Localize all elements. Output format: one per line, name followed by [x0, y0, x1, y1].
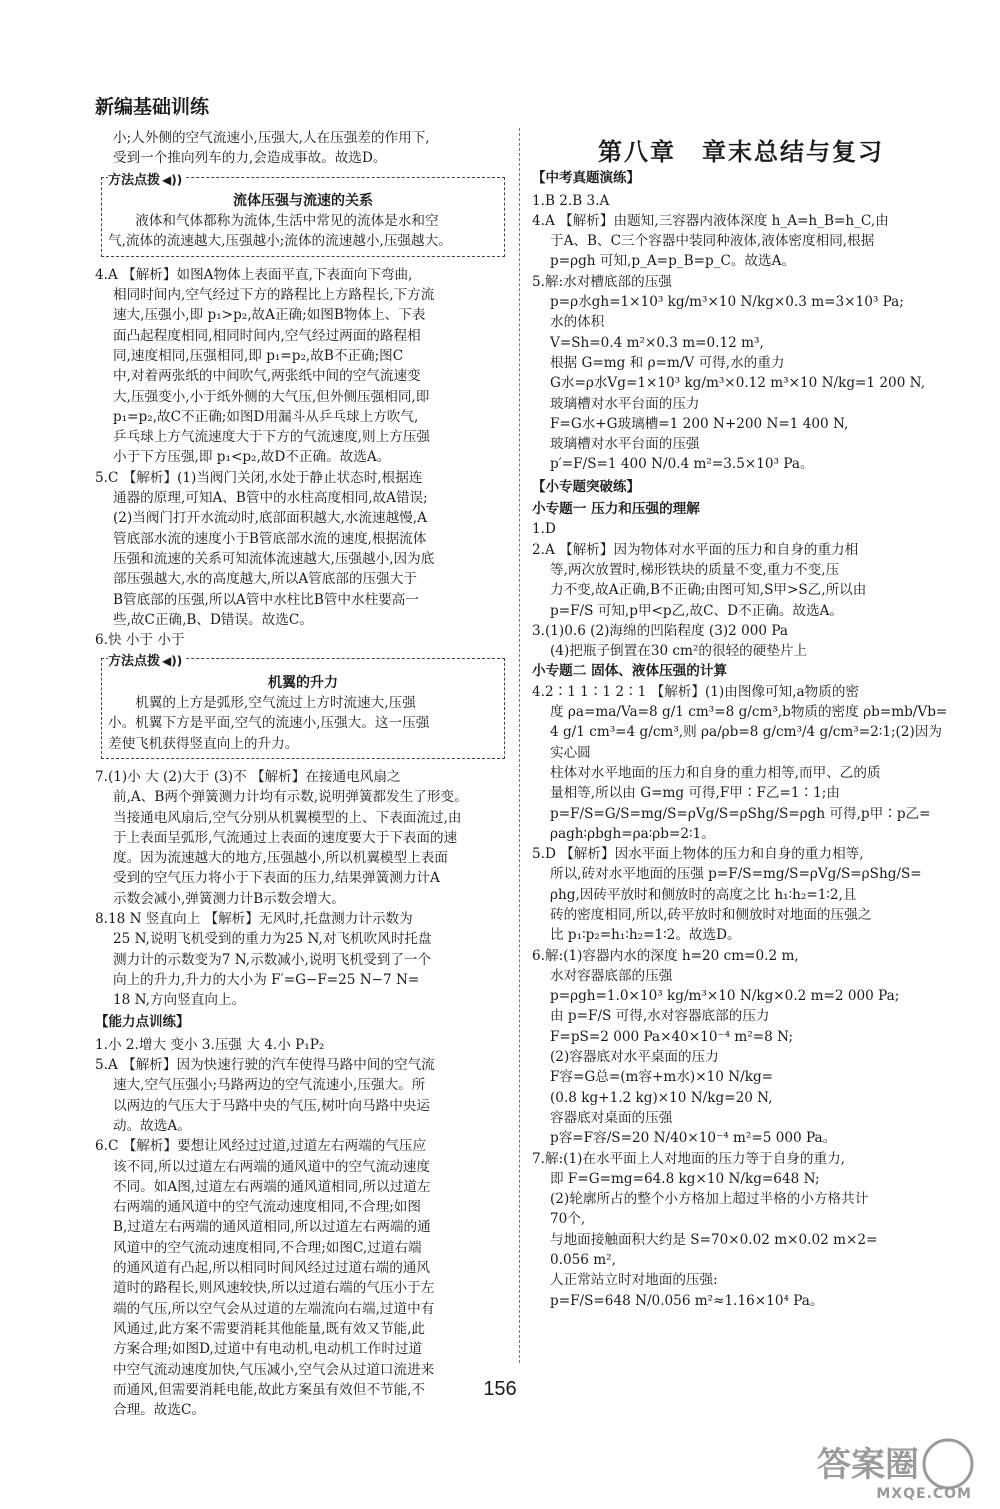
text-line: 前,A、B两个弹簧测力计均有示数,说明弹簧都发生了形变。: [113, 789, 468, 806]
text-line: 乒乓球上方气流速度大于下方的气流速度,则上方压强: [113, 429, 430, 446]
tip-tag: [108, 170, 186, 191]
topic2-answer-7: [532, 1149, 950, 1311]
text-line: F=pS=2 000 Pa×40×10⁻⁴ m²=8 N;: [550, 1028, 794, 1045]
text-line: 6.解:(1)容器内水的深度 h=20 cm=0.2 m,: [532, 947, 799, 964]
tip-title: 机翼的升力: [268, 674, 338, 691]
text-line: 方案合理;如图D,过道中有电动机,电动机工作时过道: [113, 1341, 423, 1358]
topic2-answer-6: [532, 946, 950, 1149]
speaker-icon: ◀)): [162, 172, 183, 187]
text-line: F容=G总=(m容+m水)×10 N/kg=: [550, 1069, 774, 1086]
topic2-answer-4: [532, 682, 950, 844]
text-line: ρagh∶ρbgh=ρa∶ρb=2∶1。: [550, 825, 715, 842]
section-heading-topics: 【小专题突破练】: [532, 478, 640, 495]
text-line: 量相等,所以由 G=mg 可得,F甲∶F乙=1∶1;由: [550, 785, 840, 802]
intro-text: [95, 128, 505, 169]
text-line: 的通风道有凸起,所以相同时间风经过过道右端的通风: [113, 1260, 430, 1277]
text-line: B管底部的压强,所以A管中水柱比B管中水柱要高一: [113, 591, 419, 608]
text-line: 压强和流速的关系可知流体流速越大,压强越小,因为底: [113, 550, 435, 567]
ability-answers-1-4: 1.小 2.增大 变小 3.压强 大 4.小 P₁P₂: [95, 1036, 325, 1053]
text-line: B,过道左右两端的通风道相同,所以过道左右两端的通: [113, 1219, 431, 1236]
text-line: 5.A 【解析】因为快速行驶的汽车使得马路中间的空气流: [95, 1057, 435, 1074]
text-line: 力不变,故A正确,B不正确;由图可知,S甲>S乙,所以由: [550, 582, 867, 599]
text-line: 管底部水流的速度小于B管底部水流的速度,根据流体: [113, 530, 427, 547]
exam-answer-4: [532, 211, 950, 272]
topic-1-title: 小专题一 压力和压强的理解: [532, 501, 700, 518]
text-line: 速大,压强小,即 p₁>p₂,故A正确;如图B物体上、下表: [113, 307, 426, 324]
book-title: 新编基础训练: [95, 96, 210, 118]
section-heading-ability: 【能力点训练】: [95, 1014, 190, 1031]
text-line: (0.8 kg+1.2 kg)×10 N/kg=20 N,: [550, 1089, 773, 1106]
answer-6: 6.快 小于 小于: [95, 632, 185, 649]
text-line: 小。机翼下方是平面,空气的流速小,压强大。这一压强: [108, 715, 430, 732]
text-line: 速大,空气压强小;马路两边的空气流速小,压强大。所: [113, 1077, 426, 1094]
text-line: 小;人外侧的空气流速小,压强大,人在压强差的作用下,: [113, 130, 430, 146]
text-line: 相同时间内,空气经过下方的路程比上方路程长,下方流: [113, 287, 435, 304]
text-line: 中空气流动速度加快,气压减小,空气会从过道口流进来: [113, 1361, 435, 1378]
tip-box-wing-lift: [101, 654, 505, 758]
text-line: 25 N,说明飞机受到的重力为25 N,对飞机吹风时托盘: [113, 931, 432, 948]
text-line: 2.A 【解析】因为物体对水平面的压力和自身的重力相: [532, 541, 859, 558]
text-line: 5.解:水对槽底部的压强: [532, 273, 672, 290]
text-line: 中,对着两张纸的中间吹气,两张纸中间的空气流速变: [113, 368, 421, 385]
text-line: 不同。如A图,过道左右两端的通风道相同,所以过道左: [113, 1178, 431, 1195]
text-line: 部压强越大,水的高度越大,所以A管底部的压强大于: [113, 571, 417, 588]
text-line: G水=ρ水Vg=1×10³ kg/m³×0.12 m³×10 N/kg=1 200 N,: [550, 375, 926, 392]
text-line: 右两端的通风道中的空气流动速度相同,不合理;如图: [113, 1199, 421, 1216]
text-line: 水的体积: [550, 314, 605, 331]
text-line: 通器的原理,可知A、B管中的水柱高度相同,故A错误;: [113, 490, 428, 507]
text-line: (2)容器底对水平桌面的压力: [550, 1049, 719, 1066]
text-line: 端的气压,所以空气会从过道的左端流向右端,过道中有: [113, 1300, 435, 1317]
answer-4: [95, 265, 505, 468]
text-line: 7.(1)小 大 (2)大于 (3)不 【解析】在接通电风扇之: [95, 768, 401, 785]
text-line: 水对容器底部的压强: [550, 967, 673, 984]
tip-title: 流体压强与流速的关系: [233, 192, 373, 209]
answer-5: [95, 468, 505, 630]
text-line: 根据 G=mg 和 ρ=m/V 可得,水的重力: [550, 354, 785, 371]
text-line: 风通过,此方案不需要消耗其他能量,既有效又节能,此: [113, 1320, 426, 1337]
tip-box-fluid-pressure: [101, 172, 505, 257]
text-line: 与地面接触面积大约是 S=70×0.02 m×0.02 m×2=: [550, 1231, 878, 1248]
answer-8: [95, 909, 505, 1010]
ability-answer-5: [95, 1055, 505, 1136]
text-line: 于上表面呈弧形,气流通过上表面的速度要大于下表面的速: [113, 829, 458, 846]
text-line: ρhg,因砖平放时和侧放时的高度之比 h₁∶h₂=1∶2,且: [550, 886, 857, 903]
topic1-answer-2: [532, 540, 950, 621]
answer-7: [95, 767, 505, 909]
exam-answers-1-3: 1.B 2.B 3.A: [532, 192, 610, 209]
text-line: 18 N,方向竖直向上。: [113, 992, 246, 1009]
text-line: 受到的空气压力将小于下表面的压力,结果弹簧测力计A: [113, 870, 440, 887]
tip-tag-label: 方法点拨: [108, 654, 161, 670]
topic-2-title: 小专题二 固体、液体压强的计算: [532, 663, 728, 680]
text-line: 比 p₁∶p₂=h₁∶h₂=1∶2。故选D。: [550, 927, 741, 944]
chapter-number: 第八章: [598, 138, 676, 166]
text-line: 差使飞机获得竖直向上的升力。: [108, 735, 299, 752]
column-divider: [519, 128, 520, 1363]
topic2-answer-5: [532, 844, 950, 945]
right-column: [532, 140, 950, 1311]
text-line: 于A、B、C三个容器中装同种液体,液体密度相同,根据: [550, 233, 875, 250]
topic1-answer-3: [532, 621, 950, 662]
text-line: 所以,砖对水平地面的压强 p=F/S=mg/S=ρVg/S=ρShg/S=: [550, 866, 922, 883]
text-line: 合理。故选C。: [113, 1402, 205, 1419]
text-line: (4)把瓶子倒置在30 cm²的很轻的硬垫片上: [550, 643, 808, 660]
text-line: 4.A 【解析】如图A物体上表面平直,下表面向下弯曲,: [95, 266, 413, 283]
text-line: 柱体对水平地面的压力和自身的重力相等,而甲、乙的质: [550, 764, 881, 781]
text-line: V=Sh=0.4 m²×0.3 m=0.12 m³,: [550, 334, 764, 351]
text-line: p容=F容/S=20 N/40×10⁻⁴ m²=5 000 Pa。: [550, 1130, 837, 1147]
text-line: 0.056 m²,: [550, 1252, 616, 1269]
text-line: 即 F=G=mg=64.8 kg×10 N/kg=648 N;: [550, 1170, 820, 1187]
text-line: 玻璃槽对水平台面的压力: [550, 395, 700, 412]
chapter-title: [532, 138, 950, 166]
text-line: 向上的升力,升力的大小为 F′=G−F=25 N−7 N=: [113, 971, 420, 988]
text-line: p=F/S 可知,p甲<p乙,故C、D不正确。故选A。: [550, 602, 844, 619]
text-line: 受到一个推向列车的力,会造成事故。故选D。: [113, 150, 387, 167]
text-line: 容器底对桌面的压强: [550, 1109, 673, 1126]
text-line: 示数会减小,弹簧测力计B示数会增大。: [113, 890, 345, 907]
text-line: 8.18 N 竖直向上 【解析】无风时,托盘测力计示数为: [95, 910, 413, 927]
watermark-url: MXQE.COM: [876, 1486, 972, 1502]
text-line: 道时的路程长,则风速较快,所以过道右端的气压小于左: [113, 1280, 435, 1297]
text-line: 6.C 【解析】要想让风经过过道,过道左右两端的气压应: [95, 1138, 427, 1155]
text-line: 7.解:(1)在水平面上人对地面的压力等于自身的重力,: [532, 1150, 845, 1167]
section-heading-exam: 【中考真题演练】: [532, 170, 640, 187]
text-line: 3.(1)0.6 (2)海绵的凹陷程度 (3)2 000 Pa: [532, 622, 789, 639]
text-line: 该不同,所以过道左右两端的通风道中的空气流动速度: [113, 1158, 430, 1175]
text-line: 度。因为流速越大的地方,压强越小,所以机翼模型上表面: [113, 850, 448, 867]
text-line: 液体和气体都称为流体,生活中常见的流体是水和空: [135, 213, 439, 230]
text-line: 而通风,但需要消耗电能,故此方案虽有效但不节能,不: [113, 1381, 426, 1398]
text-line: p=ρgh=1.0×10³ kg/m³×10 N/kg×0.2 m=2 000 Pa;: [550, 988, 900, 1005]
text-line: p=ρgh 可知,p_A=p_B=p_C。故选A。: [550, 253, 796, 270]
text-line: 当接通电风扇后,空气分别从机翼模型的上、下表面流过,由: [113, 809, 462, 826]
page-number: 156: [483, 1378, 517, 1400]
text-line: p=F/S=G/S=mg/S=ρVg/S=ρShg/S=ρgh 可得,p甲∶p乙=: [550, 805, 931, 822]
exam-answer-5: [532, 272, 950, 475]
text-line: p₁=p₂,故C不正确;如图D用漏斗从乒乓球上方吹气,: [113, 408, 419, 425]
left-column: [95, 128, 505, 1420]
text-line: 同,速度相同,压强相同,即 p₁=p₂,故B不正确;图C: [113, 347, 404, 364]
speaker-icon: ◀)): [162, 654, 183, 669]
text-line: 5.C 【解析】(1)当阀门关闭,水处于静止状态时,根据连: [95, 469, 423, 486]
text-line: 70个,: [550, 1211, 586, 1228]
text-line: 气,流体的流速越大,压强越小;流体的流速越小,压强越大。: [108, 233, 452, 250]
text-line: 风道中的空气流动速度相同,不合理;如图C,过道右端: [113, 1239, 422, 1256]
tip-tag: [108, 651, 186, 672]
text-line: 4.2∶1 1∶1 2∶1 【解析】(1)由图像可知,a物质的密: [532, 683, 860, 700]
text-line: p′=F/S=1 400 N/0.4 m²=3.5×10³ Pa。: [550, 456, 814, 473]
text-line: p=F/S=648 N/0.056 m²≈1.16×10⁴ Pa。: [550, 1292, 824, 1309]
text-line: 由 p=F/S 可得,水对容器底部的压力: [550, 1008, 770, 1025]
text-line: 等,两次放置时,梯形铁块的质量不变,重力不变,压: [550, 561, 840, 578]
text-line: 人正常站立时对地面的压强:: [550, 1272, 718, 1289]
text-line: 大,压强变小,小于纸外侧的大气压,但外侧压强相同,即: [113, 388, 430, 405]
text-line: 面凸起程度相同,相同时间内,空气经过两面的路程相: [113, 327, 421, 344]
text-line: 玻璃槽对水平台面的压强: [550, 436, 700, 453]
text-line: p=ρ水gh=1×10³ kg/m³×10 N/kg×0.3 m=3×10³ Pa;: [550, 294, 904, 311]
text-line: 以两边的气压大于马路中央的气压,树叶向马路中央运: [113, 1097, 430, 1114]
text-line: 砖的密度相同,所以,砖平放时和侧放时对地面的压强之: [550, 906, 872, 923]
text-line: (2)当阀门打开水流动时,底部面积越大,水流速越慢,A: [113, 510, 427, 527]
watermark-text: 答案圈: [817, 1445, 919, 1485]
text-line: 5.D 【解析】因水平面上物体的压力和自身的重力相等,: [532, 846, 864, 863]
text-line: 动。故选A。: [113, 1117, 191, 1134]
text-line: 度 ρa=ma/Va=8 g/1 cm³=8 g/cm³,b物质的密度 ρb=mb/Vb=: [550, 704, 948, 721]
text-line: 些,故C正确,B、D错误。故选C。: [113, 611, 313, 628]
text-line: 小于下方压强,即 p₁<p₂,故D不正确。故选A。: [113, 449, 391, 466]
chapter-name: 章末总结与复习: [702, 138, 884, 166]
text-line: 测力计的示数变为7 N,示数减小,说明飞机受到了一个: [113, 951, 432, 968]
text-line: 机翼的上方是弧形,空气流过上方时流速大,压强: [135, 695, 416, 712]
tip-tag-label: 方法点拨: [108, 172, 161, 188]
text-line: F=G水+G玻璃槽=1 200 N+200 N=1 400 N,: [550, 415, 849, 432]
text-line: 4.A 【解析】由题知,三容器内液体深度 h_A=h_B=h_C,由: [532, 212, 889, 229]
topic1-answer-1: 1.D: [532, 521, 556, 538]
text-line: (2)轮廓所占的整个小方格加上超过半格的小方格共计: [550, 1191, 869, 1208]
text-line: 4 g/1 cm³=4 g/cm³,则 ρa/ρb=8 g/cm³/4 g/cm³=2∶1;(2)因为实心圆: [550, 724, 943, 761]
